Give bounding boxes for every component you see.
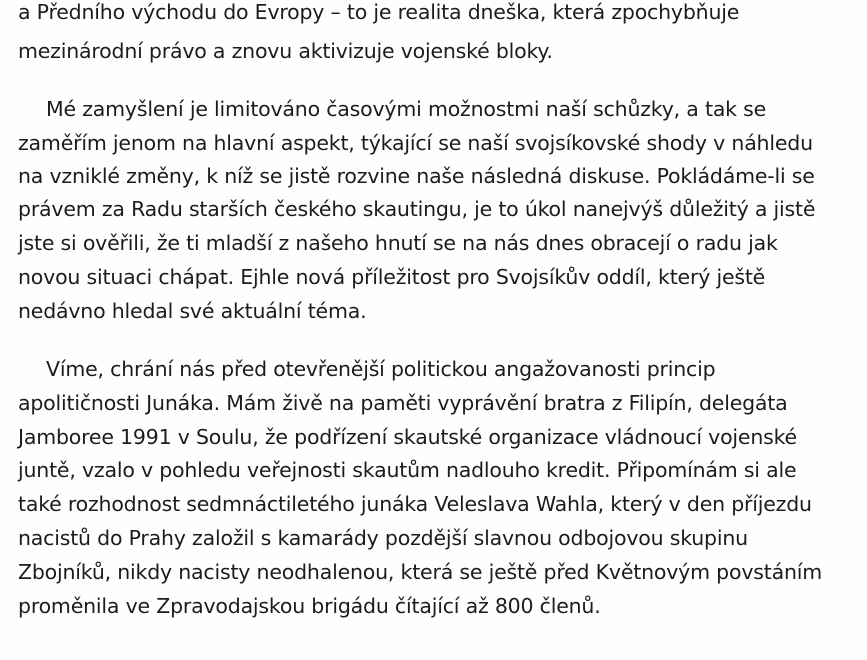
paragraph-1-line-2: mezinárodní právo a znovu aktivizuje vojenské bloky. bbox=[18, 39, 553, 63]
paragraph-3-line-5: také rozhodnost sedmnáctiletého junáka Veleslava Wahla, který v den příjezdu bbox=[18, 492, 812, 516]
paragraph-2-line-2: zaměřím jenom na hlavní aspekt, týkající se naší svojsíkovské shody v náhledu bbox=[18, 131, 813, 155]
paragraph-2-line-7: nedávno hledal své aktuální téma. bbox=[18, 299, 367, 323]
paragraph-2-line-3: na vzniklé změny, k níž se jistě rozvine naše následná diskuse. Pokládáme-li se bbox=[18, 164, 815, 188]
paragraph-3-line-3: Jamboree 1991 v Soulu, že podřízení skautské organizace vládnoucí vojenské bbox=[18, 425, 797, 449]
paragraph-2-line-1: Mé zamyšlení je limitováno časovými možnostmi naší schůzky, a tak se bbox=[46, 97, 767, 121]
paragraph-2-line-4: právem za Radu starších českého skautingu, je to úkol nanejvýš důležitý a jistě bbox=[18, 197, 816, 221]
paragraph-3-line-8: proměnila ve Zpravodajskou brigádu čítající až 800 členů. bbox=[18, 594, 601, 618]
paragraph-3-line-1: Víme, chrání nás před otevřenější politickou angažovanosti princip bbox=[46, 357, 716, 381]
paragraph-3-line-4: juntě, vzalo v pohledu veřejnosti skautům nadlouho kredit. Připomínám si ale bbox=[18, 458, 797, 482]
paragraph-2-line-5: jste si ověřili, že ti mladší z našeho hnutí se na nás dnes obracejí o radu jak bbox=[18, 231, 778, 255]
paragraph-2-line-6: novou situaci chápat. Ejhle nová příležitost pro Svojsíkův oddíl, který ještě bbox=[18, 265, 766, 289]
paragraph-3-line-6: nacistů do Prahy založil s kamarády pozdější slavnou odbojovou skupinu bbox=[18, 526, 748, 550]
paragraph-1-line-1: a Předního východu do Evropy – to je realita dneška, která zpochybňuje bbox=[18, 0, 740, 24]
paragraph-3-line-2: apolitičnosti Junáka. Mám živě na paměti vyprávění bratra z Filipín, delegáta bbox=[18, 391, 788, 415]
paragraph-3-line-7: Zbojníků, nikdy nacisty neodhalenou, která se ještě před Květnovým povstáním bbox=[18, 560, 822, 584]
